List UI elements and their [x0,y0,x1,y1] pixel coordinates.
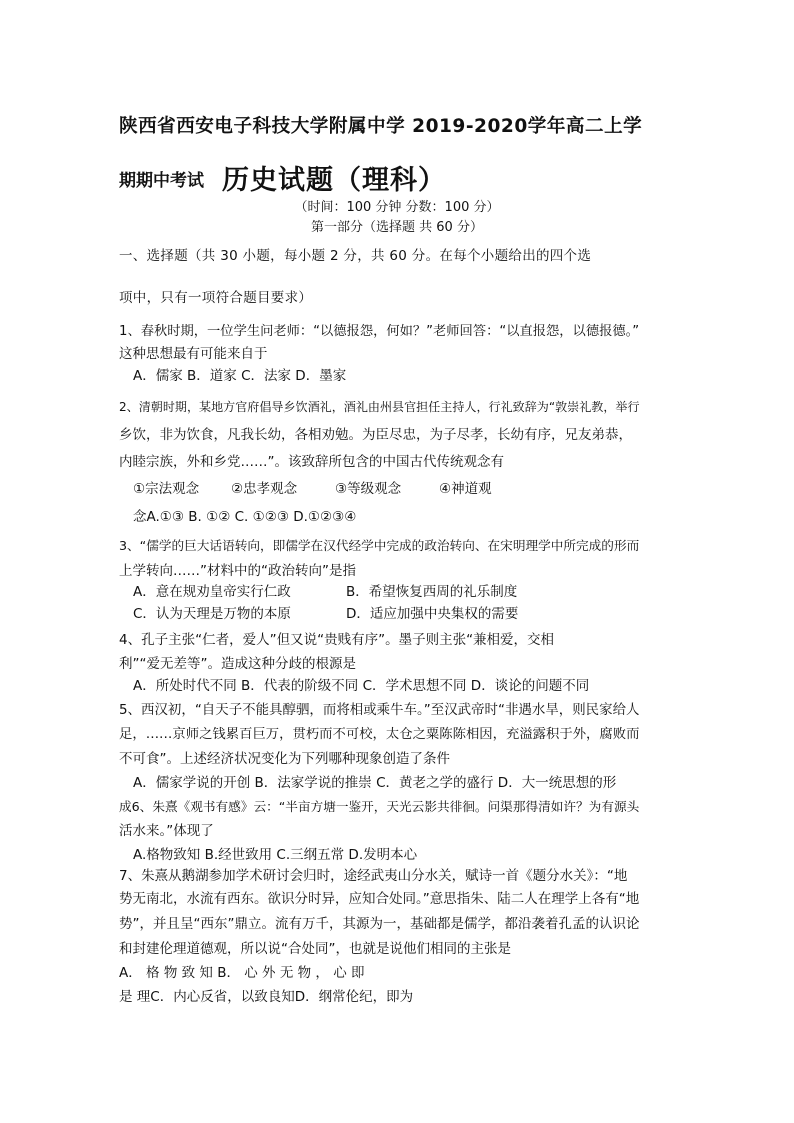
q7-stem-line3: 势”，并且呈“西东”鼎立。流有万千，其源为一，基础都是儒学，都沿袭着孔孟的认识论 [119,916,640,932]
q5-stem-line1: 5、西汉初，“自天子不能具醇驷，而将相或乘牛车。”至汉武帝时“非遇水旱，则民家给人 [119,703,640,718]
q2-stem-line3: 内睦宗族，外和乡党……”。该致辞所包含的中国古代传统观念有 [119,454,504,470]
q7-stem-line2: 势无南北，水流有西东。欲识分时异，应知合处同。”意思指朱、陆二人在理学上各有“地 [119,891,640,907]
q7-options-line2: 是 理C．内心反省，以致良知D．纲常伦纪，即为 [119,989,414,1005]
q3-options-row1 [133,582,517,602]
document-title-line2-subject: 历史试题（理科） [222,165,446,196]
section-instructions-line2: 项中，只有一项符合题目要求） [119,290,313,306]
q5-options: A．儒家学说的开创 B．法家学说的推崇 C．黄老之学的盛行 D．大一统思想的形 [133,775,617,791]
q1-stem-line2: 这种思想最有可能来自于 [119,346,268,362]
q1-options: A．儒家 B．道家 C．法家 D．墨家 [133,368,347,384]
q7-stem-line1: 7、朱熹从鹅湖参加学术研讨会归时，途经武夷山分水关，赋诗一首《题分水关》：“地 [119,868,628,884]
q2-options: 念A.①③ B. ①② C. ①②③ D.①②③④ [133,509,357,525]
q3-option-a: A．意在规劝皇帝实行仁政 [133,584,291,600]
q6-stem-line2: 活水来。”体现了 [119,823,214,839]
q2-stem-line1: 2、清朝时期，某地方官府倡导乡饮酒礼，酒礼由州县官担任主持人，行礼致辞为“敦崇礼教，举行 [119,400,640,414]
q6-stem-line1: 成6、朱熹《观书有感》云：“半亩方塘一鉴开，天光云影共徘徊。问渠那得清如许？为有源头 [119,799,640,814]
q3-option-c: C．认为天理是万物的本原 [133,606,291,622]
q4-stem-line1: 4、孔子主张“仁者，爱人”但又说“贵贱有序”。墨子则主张“兼相爱，交相 [119,632,555,648]
document-title-line2-prefix: 期期中考试 [119,171,204,191]
q2-item-1: ①宗法观念 [133,481,200,497]
q4-stem-line2: 利”“爱无差等”。造成这种分歧的根源是 [119,656,356,672]
q3-option-b: B．希望恢复西周的礼乐制度 [346,584,518,600]
q2-stem-line2: 乡饮，非为饮食，凡我长幼，各相劝勉。为臣尽忠，为子尽孝，长幼有序，兄友弟恭， [119,427,632,443]
section-instructions-line1: 一、选择题（共 30 小题，每小题 2 分，共 60 分。在每个小题给出的四个选 [119,248,592,264]
q5-stem-line2: 足，……京师之钱累百巨万，贯朽而不可校，太仓之粟陈陈相因，充溢露积于外，腐败而 [119,727,640,742]
exam-time-info: （时间：100 分钟 分数：100 分） [294,200,500,215]
q7-stem-line4: 和封建伦理道德观，所以说“合处同”，也就是说他们相同的主张是 [119,941,511,957]
q3-stem-line2: 上学转向……”材料中的“政治转向”是指 [119,563,356,579]
q4-options: A．所处时代不同 B．代表的阶级不同 C．学术思想不同 D．谈论的问题不同 [133,678,590,694]
q2-item-4: ④神道观 [439,481,492,497]
q3-option-d: D．适应加强中央集权的需要 [346,606,519,622]
q3-stem-line1: 3、“儒学的巨大话语转向，即儒学在汉代经学中完成的政治转向、在宋明理学中所完成的形而 [119,538,640,553]
document-title-line1: 陕西省西安电子科技大学附属中学 2019-2020学年高二上学 [119,116,643,137]
q2-items [133,479,492,499]
q1-stem-line1: 1、春秋时期，一位学生问老师：“以德报怨，何如？”老师回答：“以直报怨，以德报德。” [119,324,640,339]
q3-options-row2 [133,604,518,624]
q7-options-line1: A． 格 物 致 知 B． 心 外 无 物 ， 心 即 [119,965,365,981]
q2-item-2: ②忠孝观念 [231,481,298,497]
q2-item-3: ③等级观念 [335,481,402,497]
q5-stem-line3: 不可食”。上述经济状况变化为下列哪种现象创造了条件 [119,751,450,767]
part-one-heading: 第一部分（选择题 共 60 分） [311,220,483,235]
q6-options: A.格物致知 B.经世致用 C.三纲五常 D.发明本心 [133,847,418,863]
